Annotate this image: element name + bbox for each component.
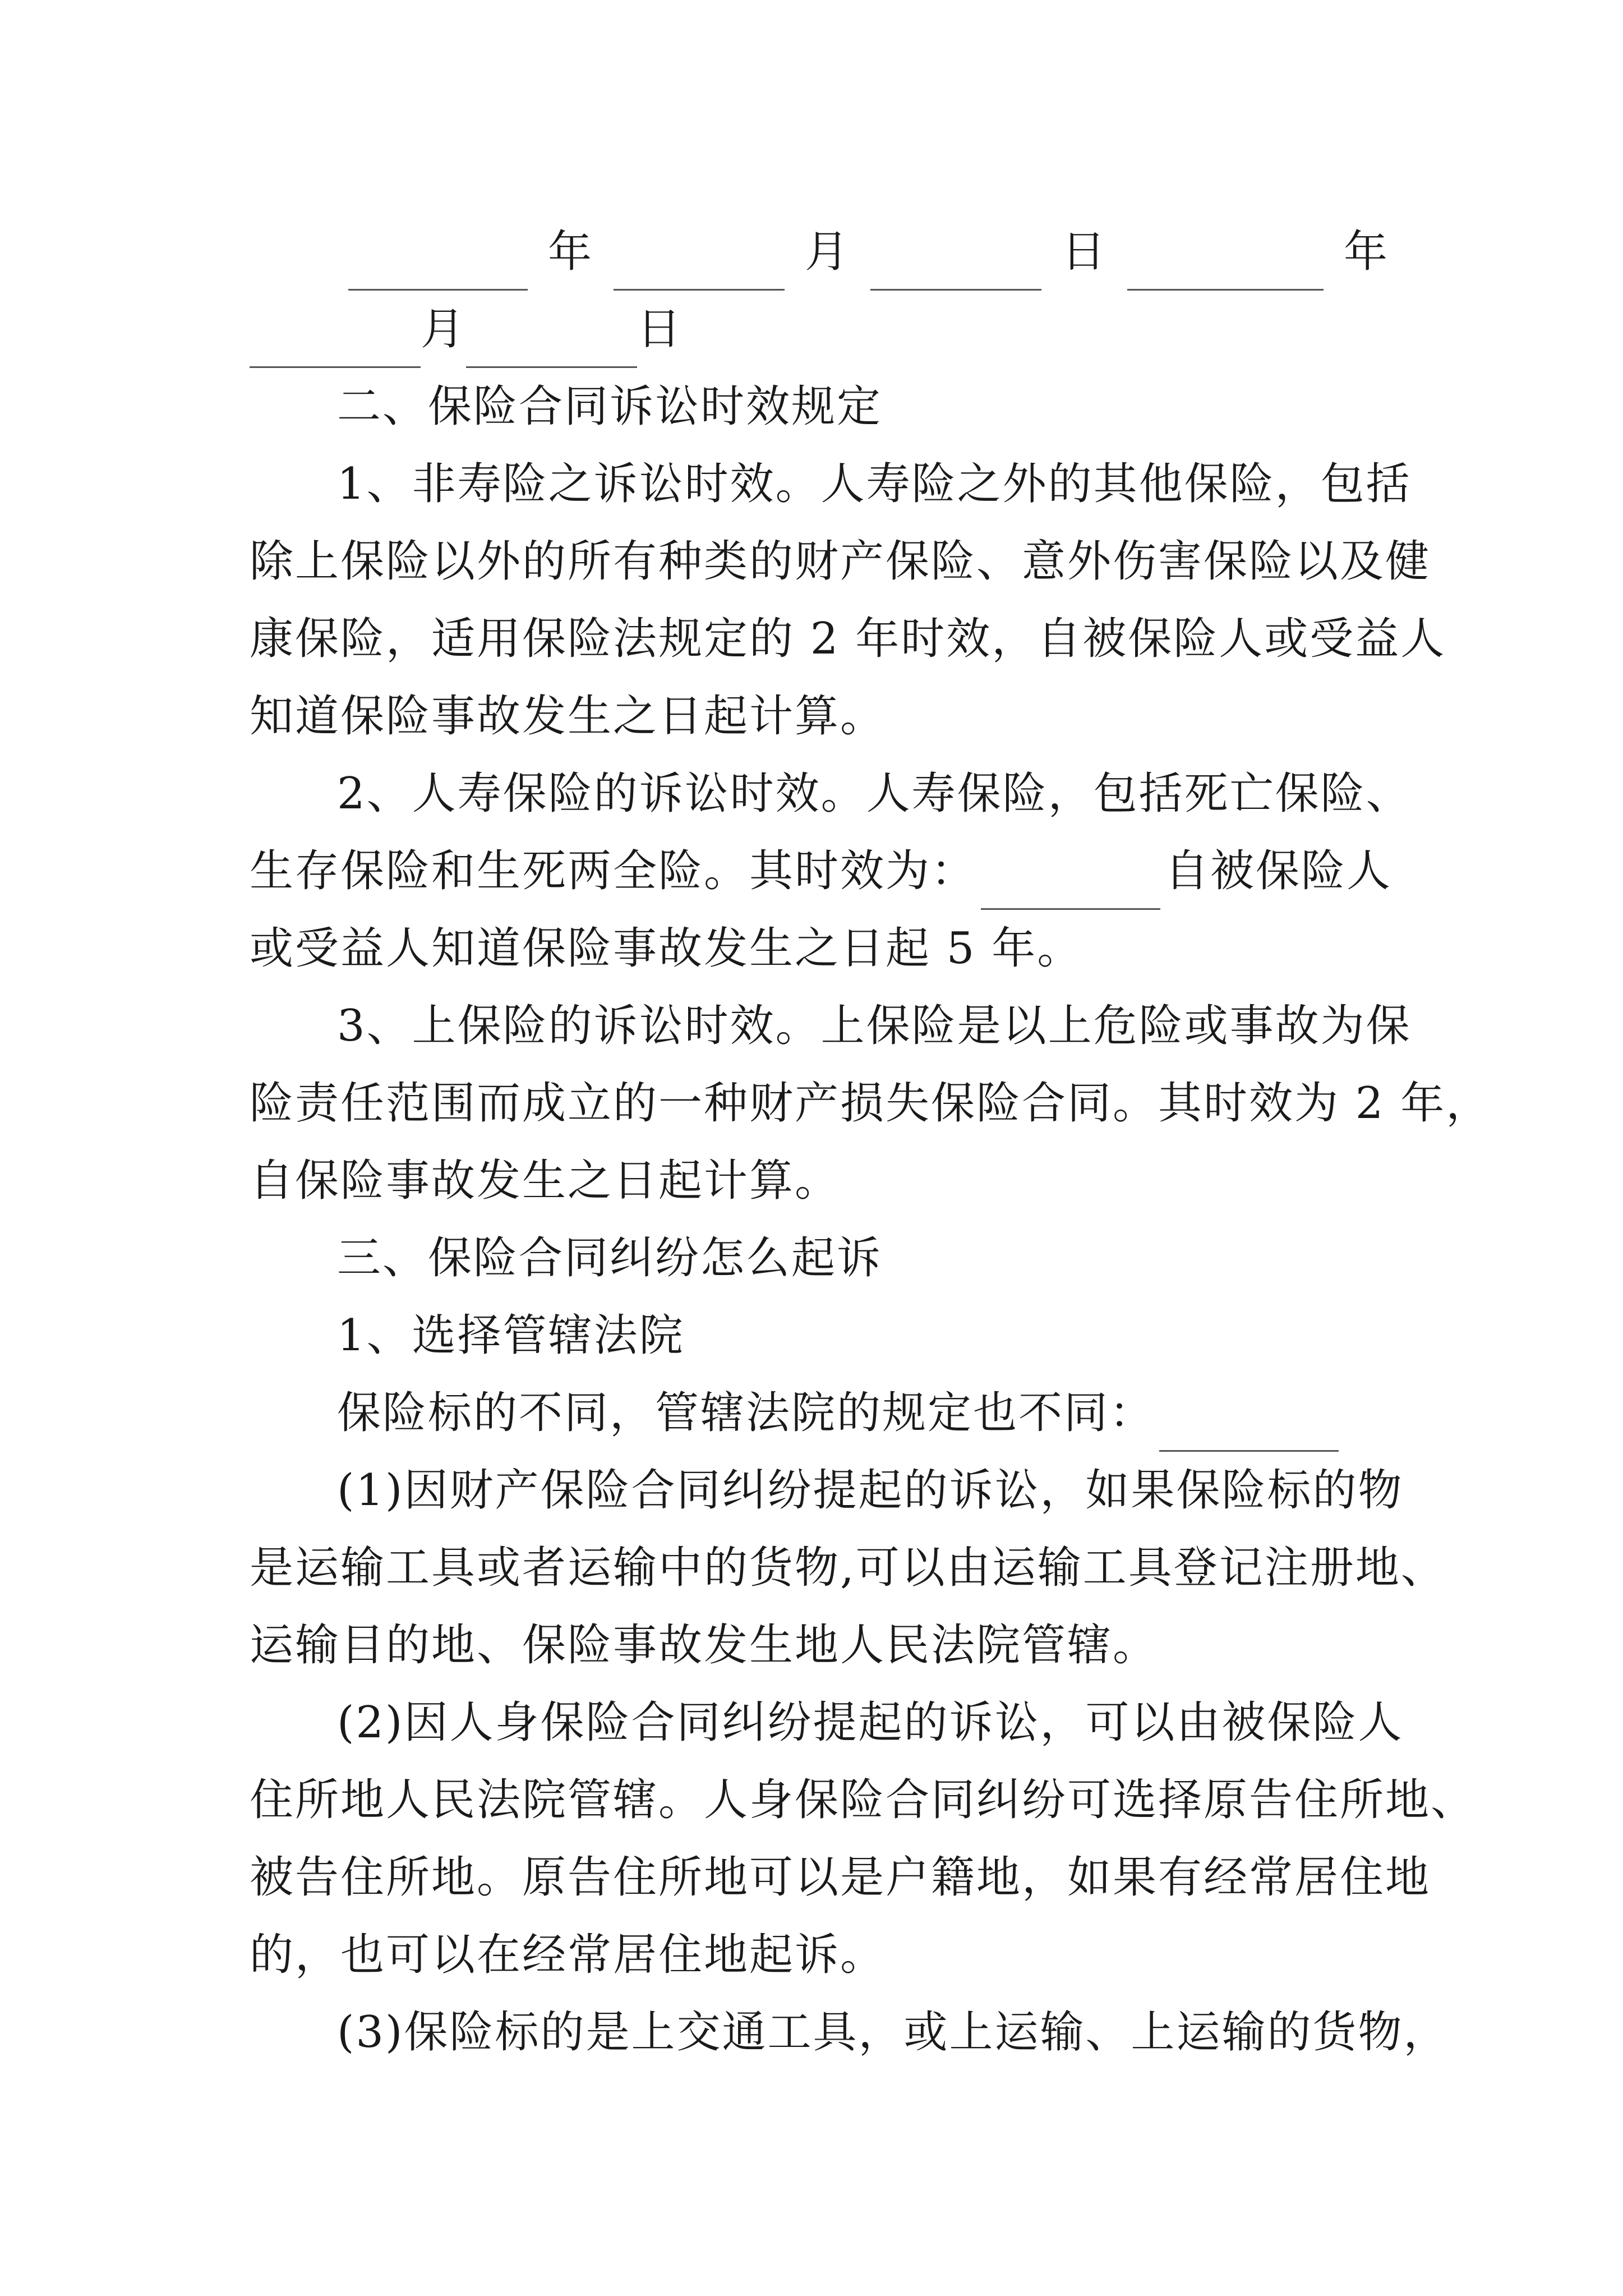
s2-item1-line: 除上保险以外的所有种类的财产保险、意外伤害保险以及健 — [250, 536, 1431, 587]
s3-p2-line: 住所地人民法院管辖。人身保险合同纠纷可选择原告住所地、 — [250, 1775, 1477, 1825]
s3-p1-line: 是运输工具或者运输中的货物,可以由运输工具登记注册地、 — [250, 1543, 1446, 1593]
s3-p2-line: 被告住所地。原告住所地可以是户籍地，如果有经常居住地 — [250, 1852, 1431, 1903]
s2-item1-line: 知道保险事故发生之日起计算。 — [250, 691, 886, 742]
label-month-1: 月 — [804, 227, 850, 277]
s3-sub1: 1、选择管辖法院 — [337, 1310, 685, 1361]
s2-item2-line — [250, 832, 1393, 910]
date-line-2 — [250, 291, 1389, 368]
label-day-2: 日 — [637, 304, 683, 355]
label-year-2: 年 — [1343, 227, 1389, 277]
label-day-1: 日 — [1061, 227, 1107, 277]
date-line — [250, 213, 1389, 291]
s3-p2-line: (2)因人身保险合同纠纷提起的诉讼，可以由被保险人 — [337, 1697, 1404, 1748]
label-month-2: 月 — [421, 304, 467, 355]
blank-day-1[interactable] — [870, 240, 1041, 291]
s2-item3-line: 3、上保险的诉讼时效。上保险是以上危险或事故为保 — [337, 1001, 1412, 1051]
s3-p2-line: 的，也可以在经常居住地起诉。 — [250, 1930, 886, 1980]
section-2-heading: 二、保险合同诉讼时效规定 — [337, 381, 883, 432]
s2-item2-line: 2、人寿保险的诉讼时效。人寿保险，包括死亡保险、 — [337, 769, 1412, 819]
blank-month-1[interactable] — [614, 240, 785, 291]
blank-year-2[interactable] — [1127, 240, 1324, 291]
s3-p1-line: 运输目的地、保险事故发生地人民法院管辖。 — [250, 1620, 1159, 1671]
label-year-1: 年 — [547, 227, 593, 277]
s2-item2-text-a: 生存保险和生死两全险。其时效为： — [250, 846, 977, 896]
blank-month-2[interactable] — [250, 317, 421, 368]
blank-year-1[interactable] — [348, 240, 528, 291]
s3-p3-line: (3)保险标的是上交通工具，或上运输、上运输的货物， — [337, 2007, 1449, 2058]
s2-item2-text-b: 自被保险人 — [1165, 846, 1393, 896]
s2-item3-line: 自保险事故发生之日起计算。 — [250, 1156, 841, 1206]
blank-intro[interactable] — [1159, 1401, 1339, 1452]
s2-item1-line: 1、非寿险之诉讼时效。人寿险之外的其他保险，包括 — [337, 459, 1412, 509]
document-page — [250, 213, 1492, 2071]
s2-item3-line: 险责任范围而成立的一种财产损失保险合同。其时效为 2 年， — [250, 1078, 1492, 1129]
s3-p1-line: (1)因财产保险合同纠纷提起的诉讼，如果保险标的物 — [337, 1465, 1404, 1516]
blank-day-2[interactable] — [466, 317, 637, 368]
s3-intro — [250, 1374, 1389, 1452]
section-3-heading: 三、保险合同纠纷怎么起诉 — [337, 1233, 883, 1283]
blank-limitation[interactable] — [981, 859, 1160, 910]
s3-intro-text: 保险标的不同，管辖法院的规定也不同： — [337, 1388, 1155, 1438]
s2-item1-line: 康保险，适用保险法规定的 2 年时效，自被保险人或受益人 — [250, 614, 1446, 664]
s2-item2-line: 或受益人知道保险事故发生之日起 5 年。 — [250, 923, 1083, 974]
